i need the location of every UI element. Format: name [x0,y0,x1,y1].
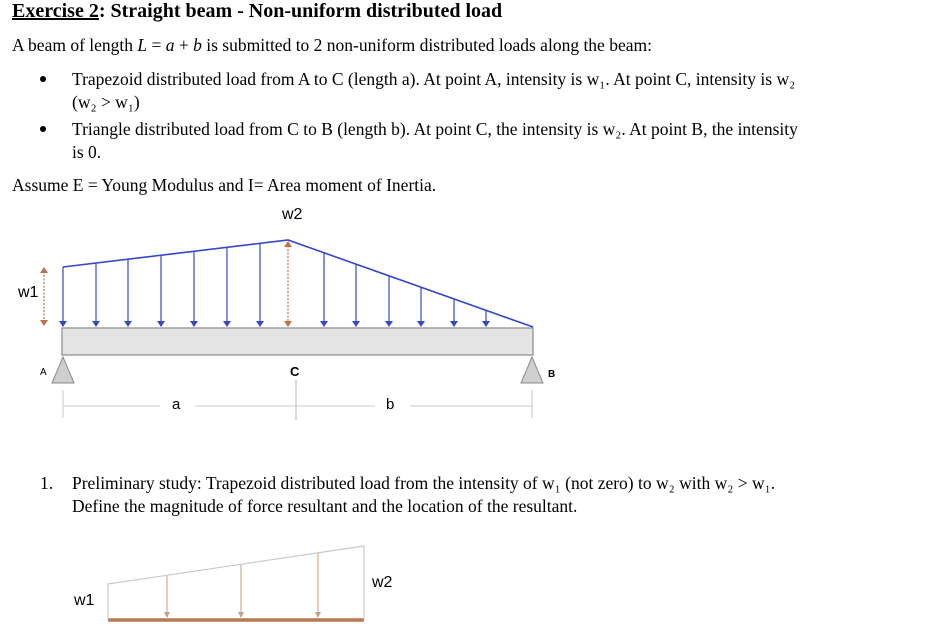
support-a [52,357,74,383]
label-point-b: B [548,369,556,380]
exercise-subtitle: : Straight beam - Non-uniform distributed load [98,0,503,22]
beam [62,328,533,355]
intro-a: a [165,35,175,55]
trapezoid-arrowhead [315,612,321,618]
bullet-2-line-2: is 0. [72,142,102,162]
bullet-2-line-1: Triangle distributed load from C to B (length b). At point C, the intensity is w₂. At point B, the intensity [72,119,798,139]
trapezoid-arrows [167,553,318,617]
question-number: 1. [40,473,54,493]
intro-L: L [137,35,148,55]
load-envelope [63,240,533,327]
trapezoid-arrowhead [238,612,244,618]
trapezoid-label-w1: w1 [74,592,95,609]
intro-plus: + [174,35,194,55]
label-point-a: A [40,367,47,378]
intro-post: is submitted to 2 non-uniform distributed loads along the beam: [201,35,652,55]
trapezoid-arrowheads [164,612,321,618]
label-length-b: b [386,396,395,413]
label-point-c: C [290,364,300,379]
question-line-2: Define the magnitude of force resultant and the location of the resultant. [72,496,578,516]
trapezoid-outline [108,546,364,620]
trapezoid-arrowhead [164,612,170,618]
load-arrows [63,243,486,326]
bullet-1-line-2: (w₂ > w₁) [72,92,140,112]
intro-b: b [193,35,202,55]
support-b [521,357,543,383]
assume-text: Assume E = Young Modulus and I= Area moment of Inertia. [12,175,437,195]
trapezoid-label-w2: w2 [372,574,393,591]
label-w1: w1 [18,284,39,301]
exercise-number: Exercise 2 [12,0,99,22]
question-line-1: Preliminary study: Trapezoid distributed load from the intensity of w₁ (not zero) to w₂ with w₂ > w₁. [72,473,776,493]
intro-eq: = [147,35,166,55]
bullet-1-line-1: Trapezoid distributed load from A to C (length a). At point A, intensity is w₁. At point C, intensity is w₂ [72,69,796,89]
intro-pre: A beam of length [12,35,138,55]
label-length-a: a [172,396,181,413]
label-w2: w2 [282,206,303,223]
